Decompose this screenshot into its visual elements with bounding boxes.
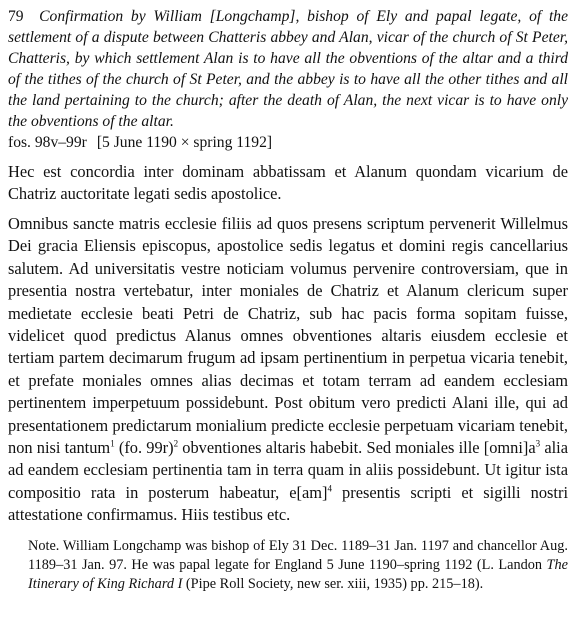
entry-date: [5 June 1190 × spring 1192] [96,134,273,151]
entry-number: 79 [8,8,24,25]
charter-text [8,213,568,527]
note-text: Note. William Longchamp was bishop of Ely 31 Dec. 1189–31 Jan. 1197 and chancellor Aug. 1189–31 Jan. 97. He was papal legate for England 5 June 1190–spring 1192 (L. Landon [28,537,568,573]
note-cited-title: The Itinerary of King Richard I [28,556,568,592]
charter-text-part-2: (fo. 99r) [114,438,174,458]
footnote-marker-1: 1 [110,438,115,449]
entry-summary: Confirmation by William [Longchamp], bishop of Ely and papal legate, of the settlement of a dispute between Chatteris abbey and Alan, vicar of the church of St Peter, Chatteris, by which settlement Alan is to have all the obventions of the altar and a third of the tithes of the church of St Peter, and the abbey is to have all the other tithes and all the land pertaining to the church; after the death of Alan, the next vicar is to have only the obventions of the altar. [8,8,569,130]
footnote-marker-3: 3 [535,438,541,449]
charter-text-part-1: Omnibus sancte matris ecclesie filiis ad quos presens scriptum pervenerit Willelmus Dei gracia Eliensis episcopus, apostolice sedis legatus et domini regis cancellarius salutem. Ad universitatis vestre noticiam volumus pervenire controversiam, que in presentia nostra vertebatur, inter moniales de Chatriz et Alanum clericum super medietate ecclesie beati Petri de Chatriz, sub hac pacis forma sopitam fuisse, videlicet quod predictus Alanus omnes obventiones altaris eiusdem ecclesie et tertiam partem decimarum frugum ad ipsam pertinentium in perpetua vicaria tenebit, et prefate moniales omnes alias decimas et totam terram ad eandem ecclesiam pertinentem imperpetuum possidebunt. Post obitum vero predicti Alani ille, qui ad presentationem predictarum monialium predicte ecclesie perpetuam vicariam tenebit, non nisi tantum [8,214,568,458]
footnote-marker-4: 4 [327,483,332,494]
charter-text-part-5: presentis scripti et sigilli nostri attestatione confirmamus. Hiis testibus etc. [8,482,568,525]
rubric: Hec est concordia inter dominam abbatissam et Alanum quondam vicarium de Chatriz auctoritate legati sedis apostolice. [8,162,568,203]
note-tail: (Pipe Roll Society, new ser. xiii, 1935) pp. 215–18). [182,575,484,592]
entry-heading [8,6,568,132]
editorial-note [8,537,568,594]
footnote-marker-2: 2 [173,438,179,449]
folio-reference: fos. 98v–99r [8,134,87,151]
charter-text-part-4: alia ad eandem ecclesiam pertinentia tam in terra quam in aliis possidebunt. Ut igitur ista compositio rata in posterum habeatur, e[am] [8,438,568,502]
foliation-line [8,132,568,153]
charter-text-part-3: obventiones altaris habebit. Sed moniales ille [omni]a [178,438,536,458]
